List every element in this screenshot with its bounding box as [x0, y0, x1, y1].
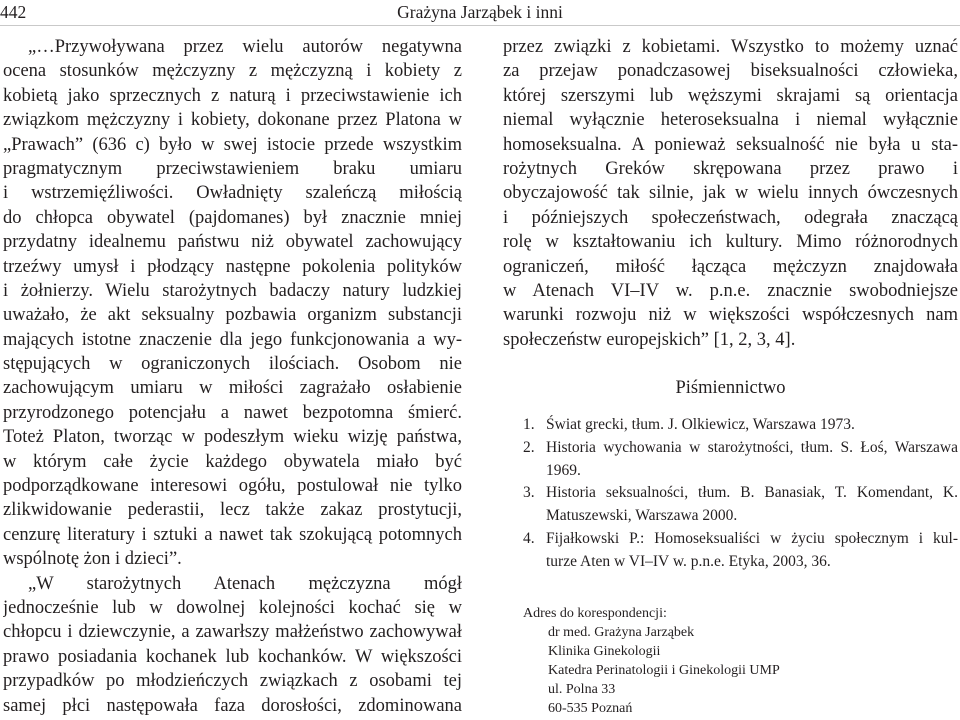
text-line: stępujących w ograniczonych ilościach. Osobom nie — [3, 354, 462, 375]
reference-line: Świat grecki, tłum. J. Olkiewicz, Warszawa 1973. — [546, 416, 855, 433]
text-line: i wstrzemięźliwości. Owładnięty szaleńczą miłością — [3, 183, 462, 204]
address-line: Klinika Ginekologii — [548, 644, 661, 659]
text-line: do chłopca obywatel (pajdomanes) był znacznie mniej — [3, 207, 462, 228]
header-rule — [0, 25, 960, 26]
text-line: społeczeństw europejskich” [1, 2, 3, 4]. — [503, 329, 796, 350]
address-line: dr med. Grażyna Jarząbek — [548, 625, 695, 640]
text-line: w Atenach VI–IV w. p.n.e. znacznie swobodniejsze — [503, 280, 958, 301]
text-line: cenzurę literatury i sztuki a nawet tak szokującą potomnych — [3, 524, 462, 545]
page-number: 442 — [0, 2, 27, 22]
running-title: Grażyna Jarząbek i inni — [397, 2, 563, 22]
text-line: chłopcu i dziewczynie, a zawarłszy małżeństwo zachowywał — [3, 622, 462, 643]
text-line: trzeźwy umysł i płodzący następne pokolenia polityków — [3, 256, 462, 277]
text-line: i późniejszych społeczeństwach, odegrała znaczącą — [503, 207, 958, 228]
text-line: niemal wyłącznie heteroseksualna i niemal wyłącznie — [503, 110, 958, 131]
reference-text — [546, 437, 958, 483]
references-list — [523, 414, 958, 574]
reference-text — [546, 414, 958, 437]
text-line: homoseksualna. A ponieważ seksualność nie była u sta- — [503, 134, 958, 155]
reference-line: Matuszewski, Warszawa 2000. — [546, 507, 738, 525]
text-line: ocena stosunków mężczyzny z mężczyzną i kobiety z — [3, 61, 462, 82]
text-line: przyrodzonego potencjału a nawet bezpotomna śmierć. — [3, 402, 462, 423]
text-line: przez związki z kobietami. Wszystko to możemy uznać — [503, 37, 958, 57]
left-column — [3, 35, 462, 719]
reference-line: Historia wychowania w starożytności, tłum. S. Łoś, Warszawa — [546, 438, 958, 456]
text-line: przydatny idealnemu państwu niż obywatel zachowujący — [3, 232, 462, 253]
address-line: Katedra Perinatologii i Ginekologii UMP — [548, 663, 780, 678]
address-line: 60-535 Poznań — [548, 701, 633, 716]
reference-text — [546, 482, 958, 528]
text-line: rolę w kształtowaniu ich kultury. Mimo różnorodnych — [503, 232, 958, 253]
reference-text — [546, 528, 958, 574]
text-line: mających istotne znaczenie dla jego funkcjonowania a wy- — [3, 329, 462, 350]
reference-item — [523, 482, 958, 528]
reference-number: 2. — [523, 438, 535, 456]
reference-item — [523, 528, 958, 574]
text-line: uważało, że akt seksualny pozbawia organizm substancji — [3, 305, 462, 326]
reference-item — [523, 414, 958, 437]
text-line: w którym całe życie każdego obywatela miało być — [3, 451, 462, 472]
text-line: „W starożytnych Atenach mężczyzna mógł — [28, 573, 462, 594]
text-line: Toteż Platon, tworząc w podeszłym wieku wizję państwa, — [3, 427, 462, 448]
text-line: wspólnotę żon i dzieci”. — [3, 549, 182, 570]
correspondence-label: Adres do korespondencji: — [523, 606, 667, 621]
text-line: i żołnierzy. Wielu starożytnych badaczy natury ludzkiej — [3, 280, 462, 301]
text-line: prawo posiadania kochanek lub kochanków. W większości — [3, 646, 462, 667]
text-line: jednocześnie lub w dowolnej kolejności kochać się w — [3, 597, 462, 618]
reference-line: Fijałkowski P.: Homoseksualiści w życiu społecznym i kul- — [546, 529, 958, 547]
reference-number: 4. — [523, 529, 535, 547]
references-heading: Piśmiennictwo — [675, 378, 786, 398]
text-line: kobietą jako sprzecznych z naturą i przeciwstawienie ich — [3, 85, 462, 106]
running-header — [0, 0, 960, 24]
text-line: przypadków po młodzieńczych związkach z osobami tej — [3, 671, 462, 692]
reference-line: Historia seksualności, tłum. B. Banasiak, T. Komendant, K. — [546, 484, 958, 502]
reference-item — [523, 437, 958, 483]
text-line: podporządkowane interesowi ogółu, postulował nie tylko — [3, 476, 462, 497]
text-line: związkom mężczyzny i kobiety, dokonane przez Platona w — [3, 110, 462, 131]
text-line: zachowującym umiaru w miłości zagrażało osłabienie — [3, 378, 462, 399]
text-line: „…Przywoływana przez wielu autorów negatywna — [28, 37, 462, 57]
text-line: obyczajowość tak silnie, jak w wielu innych ówczesnych — [503, 183, 958, 204]
text-line: pragmatycznym przeciwstawieniem braku umiaru — [3, 158, 462, 179]
text-line: warunki rozwoju niż w większości współczesnych nam — [503, 305, 958, 326]
text-line: ograniczeń, miłość łącząca mężczyzn znajdowała — [503, 256, 958, 277]
right-column — [503, 35, 958, 353]
text-line: zlikwidowanie pederastii, lecz także zakaz prostytucji, — [3, 500, 462, 521]
reference-line: turze Aten w VI–IV w. p.n.e. Etyka, 2003, 36. — [546, 552, 831, 570]
text-line: której szerszymi lub węższymi skrajami są orientacja — [503, 85, 958, 106]
text-line: „Prawach” (636 c) było w swej istocie przede wszystkim — [3, 134, 462, 155]
text-line: za przejaw ponadczasowej biseksualności człowieka, — [503, 61, 958, 82]
reference-number: 1. — [523, 416, 535, 433]
reference-number: 3. — [523, 484, 535, 502]
text-line: samej płci następowała faza dorosłości, zdominowana — [3, 695, 462, 716]
text-line: rożytnych Greków skrępowana przez prawo i — [503, 158, 958, 179]
correspondence-block — [523, 604, 958, 718]
address-line: ul. Polna 33 — [548, 682, 616, 697]
reference-line: 1969. — [546, 461, 581, 479]
